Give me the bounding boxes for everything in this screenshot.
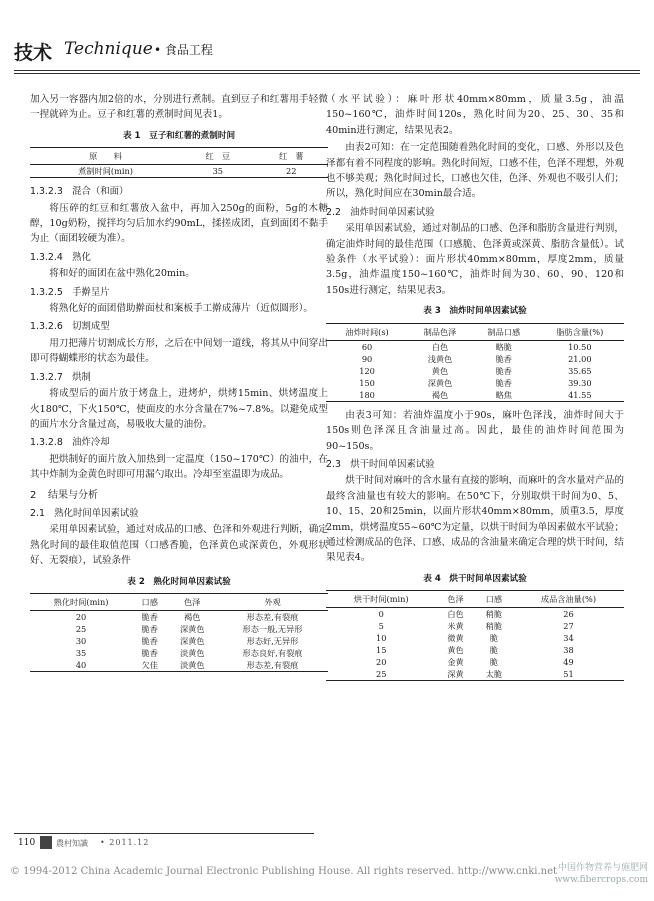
t1-cell: 煮制时间(min) — [30, 165, 181, 178]
right-column — [326, 92, 624, 687]
table-row — [30, 610, 328, 623]
t3-cell: 60 — [361, 341, 373, 352]
t2-head-taste: 口感 — [132, 593, 167, 610]
table-row — [326, 365, 624, 377]
t3-cell: 脆香 — [495, 353, 512, 364]
t3-cell: 深黄色 — [427, 377, 453, 388]
paragraph-1328: 把烘制好的面片放入加热到一定温度（150~170℃）的油中，在其中炸制为金黄色时即可用漏勺取出。冷却至室温即为成品。 — [30, 453, 328, 481]
section-2-title: 结果与分析 — [48, 489, 98, 501]
t1-head-redbean: 红 豆 — [181, 148, 254, 165]
issue-date: • 2011.12 — [100, 838, 150, 847]
table-2 — [30, 593, 328, 672]
t3-cell: 10.50 — [568, 341, 592, 352]
t3-cell: 90 — [361, 353, 373, 364]
table-row — [326, 644, 624, 656]
table-row — [30, 647, 328, 659]
t3-head-fat: 脂肪含量(%) — [536, 323, 624, 340]
table-row — [326, 656, 624, 668]
copyright-notice: © 1994-2012 China Academic Journal Electronic Publishing House. All rights reserved. http://www.cnki.net — [10, 866, 558, 877]
t3-head-taste: 制品口感 — [472, 323, 536, 340]
heading-section-2 — [30, 488, 328, 503]
heading-1326: 1.3.2.6 切割成型 — [30, 321, 110, 333]
t2-cell: 脆香 — [141, 647, 158, 658]
section-2-number: 2 — [30, 489, 37, 501]
t4-head-time: 烘干时间(min) — [326, 591, 436, 608]
t3-cell: 白色 — [431, 341, 449, 352]
t2-cell: 30 — [75, 635, 87, 646]
t4-cell: 太脆 — [475, 668, 513, 681]
paragraph-21: 采用单因素试验，通过对成品的口感、色泽和外观进行判断，确定熟化时间的最佳取值范围（口感香脆，色泽黄色或深黄色，外观形状好、无裂痕），试验条件 — [30, 524, 328, 567]
t3-cell: 脆香 — [495, 365, 512, 376]
heading-21: 2.1 熟化时间单因素试验 — [30, 507, 139, 519]
t2-cell: 形态良好,有裂痕 — [242, 647, 303, 658]
table-row — [30, 635, 328, 647]
t2-cell: 形态好,无异形 — [246, 635, 299, 646]
t2-cell: 形态差,有裂痕 — [217, 659, 328, 672]
t3-cell: 41.55 — [536, 389, 624, 402]
paragraph-1323: 将压碎的红豆和红薯放入盆中，再加入250g的面粉，5g的木糖醇，10g奶粉，搅拌均匀后加水约90mL，揉搓成团，直到面团不黏手为止（面团较硬为准）。 — [30, 202, 328, 245]
header-tech: 技术 — [14, 42, 53, 64]
t3-cell: 120 — [359, 365, 375, 376]
table-4-caption: 表 4 烘干时间单因素试验 — [423, 573, 527, 584]
t2-cell: 25 — [75, 623, 87, 634]
t3-cell: 黄色 — [431, 365, 449, 376]
t4-cell: 10 — [375, 633, 387, 644]
page-number: 110 — [18, 838, 36, 848]
t4-cell: 金黄 — [447, 657, 464, 668]
t4-cell: 27 — [563, 621, 574, 632]
heading-23: 2.3 烘干时间单因素试验 — [326, 458, 435, 470]
t4-cell: 黄色 — [447, 645, 464, 656]
t4-cell: 25 — [326, 668, 436, 681]
t2-cell: 脆香 — [141, 623, 158, 634]
t1-head-sweetpotato: 红 薯 — [255, 148, 328, 165]
header-separator: • — [154, 43, 162, 57]
t2-cell: 脆香 — [141, 611, 158, 622]
t4-cell: 稍脆 — [485, 621, 503, 632]
table-row — [326, 353, 624, 365]
t3-cell: 褐色 — [408, 389, 472, 402]
table-3 — [326, 323, 624, 402]
paragraph-22: 采用单因素试验，通过对制品的口感、色泽和脂肪含量进行判别，确定油炸时间的最佳范围（口感脆、色泽黄或深黄、脂肪含量低）。试验条件（水平试验）：面片形状40mm×80mm，厚度2mm，质量3.5g，油炸温度150~160℃，油炸时间为30、60、90、120和150s进行测定，结果见表3。 — [326, 223, 624, 296]
t3-cell: 150 — [359, 377, 375, 388]
watermark-text: 中国作物营养与施肥网 www.fibercrops.com — [554, 863, 648, 885]
t4-cell: 34 — [563, 633, 574, 644]
t3-cell: 180 — [326, 389, 408, 402]
heading-22: 2.2 油炸时间单因素试验 — [326, 206, 435, 218]
paragraph-1325: 将熟化好的面团借助擀面杖和案板手工擀成薄片（近似圆形）。 — [49, 303, 314, 315]
table-row — [326, 377, 624, 389]
t2-cell: 褐色 — [184, 611, 201, 622]
table-row — [30, 623, 328, 635]
paragraph-continued: （水平试验）：麻叶形状40mm×80mm，质量3.5g，油温150~160℃，油炸时间120s，熟化时间为20、25、30、35和40min进行测定，结果见表2。 — [326, 94, 624, 136]
t4-cell: 49 — [563, 657, 574, 668]
t2-cell: 深黄色 — [179, 623, 205, 634]
paragraph-1326: 用刀把薄片切割成长方形，之后在中间划一道线，将其从中间穿出即可得蝴蝶形的状态为最佳。 — [30, 337, 328, 365]
header-rule-2 — [14, 73, 640, 74]
t4-head-color: 色泽 — [436, 591, 474, 608]
t4-cell: 微黄 — [447, 633, 464, 644]
heading-1323: 1.3.2.3 混合（和面） — [30, 186, 129, 198]
paragraph-table2-analysis: 由表2可知：在一定范围随着熟化时间的变化，口感、外形以及色泽都有着不同程度的影响。熟化时间短，口感不佳，色泽不理想，外观也不够美观；熟化时间过长，口感也欠佳，色泽、外观也不吸引人们；所以，熟化时间应在30min最合适。 — [326, 142, 624, 200]
t4-cell: 深黄 — [436, 668, 474, 681]
t2-cell: 形态一般,无异形 — [242, 623, 303, 634]
t3-cell: 略脆 — [495, 341, 512, 352]
t2-cell: 脆香 — [141, 635, 158, 646]
t2-cell: 欠佳 — [132, 659, 167, 672]
table-row — [30, 165, 328, 178]
t2-cell: 35 — [75, 647, 87, 658]
t2-cell: 淡黄色 — [179, 647, 205, 658]
t2-cell: 深黄色 — [179, 635, 205, 646]
table-row — [30, 659, 328, 672]
paragraph-23: 烘干时间对麻叶的含水量有直接的影响，而麻叶的含水量对产品的最终含油量也有较大的影响。在50℃下，分别取烘干时间为0、5、10、15、20和25min，以面片形状40mm×80mm，质重3.5，厚度2mm，烘烤温度55~60℃为定量，以烘干时间为单因素做水平试验；通过检测成品的色泽、口感、成品的含油量来确定合理的烘干时间，结果见表4。 — [326, 475, 624, 564]
t4-cell: 15 — [375, 645, 387, 656]
table-row — [326, 632, 624, 644]
t2-head-appearance: 外观 — [217, 593, 328, 610]
header-rule — [14, 70, 640, 71]
t2-cell: 40 — [30, 659, 132, 672]
header-technique: Technique — [64, 39, 153, 59]
header-section — [154, 41, 213, 58]
t4-cell: 20 — [375, 657, 387, 668]
page-header — [0, 38, 654, 70]
t4-cell: 白色 — [447, 609, 464, 620]
table-3-caption: 表 3 油炸时间单因素试验 — [423, 306, 527, 317]
heading-1328: 1.3.2.8 油炸冷却 — [30, 437, 110, 449]
t2-cell: 20 — [75, 611, 87, 622]
heading-1324: 1.3.2.4 熟化 — [30, 251, 91, 263]
t3-cell: 略焦 — [472, 389, 536, 402]
t4-cell: 稍脆 — [485, 609, 503, 620]
paragraph-table3-analysis: 由表3可知：若油炸温度小于90s，麻叶色泽浅，油炸时间大于150s则色泽深且含油量过高。因此，最佳的油炸时间范围为90~150s。 — [326, 409, 624, 452]
paragraph-1327: 将成型后的面片放于烤盘上，进烤炉，烘烤15min、烘烤温度上火180℃，下火150℃，使面皮的水分含量在7%~7.8%。以避免成型的面片水分含量过高，易吸收大量的油份。 — [30, 388, 328, 430]
table-4 — [326, 590, 624, 681]
t2-cell: 淡黄色 — [167, 659, 217, 672]
paragraph-intro: 加入另一容器内加2倍的水，分别进行煮制。直到豆子和红薯用手轻微一捏就碎为止。豆子和红薯的煮制时间见表1。 — [30, 94, 328, 121]
heading-1325: 1.3.2.5 手擀呈片 — [30, 286, 110, 298]
t3-cell: 脆香 — [495, 377, 512, 388]
t4-cell: 脆 — [489, 633, 498, 644]
t3-cell: 35.65 — [568, 365, 592, 376]
t1-cell: 35 — [181, 165, 254, 178]
t3-cell: 浅黄色 — [427, 353, 453, 364]
heading-1327: 1.3.2.7 烘制 — [30, 371, 91, 383]
t4-cell: 38 — [563, 645, 574, 656]
journal-logo-icon — [40, 836, 52, 849]
table-2-caption: 表 2 熟化时间单因素试验 — [127, 576, 231, 587]
table-1-caption: 表 1 豆子和红薯的煮制时间 — [122, 130, 236, 141]
t3-head-color: 制品色泽 — [408, 323, 472, 340]
t4-cell: 5 — [378, 621, 384, 632]
t1-head-material: 原 料 — [30, 148, 181, 165]
t1-cell: 22 — [255, 165, 328, 178]
table-1 — [30, 147, 328, 178]
table-row — [326, 608, 624, 621]
header-section-label: 食品工程 — [164, 43, 213, 57]
t4-cell: 脆 — [489, 645, 498, 656]
t3-cell: 39.30 — [568, 377, 592, 388]
page-footer — [14, 838, 314, 852]
t2-cell: 形态差,有裂痕 — [246, 611, 299, 622]
t2-head-color: 色泽 — [167, 593, 217, 610]
table-row — [326, 389, 624, 402]
t4-cell: 0 — [378, 609, 384, 620]
t4-cell: 米黄 — [447, 621, 464, 632]
t2-head-time: 熟化时间(min) — [30, 593, 132, 610]
t4-cell: 51 — [513, 668, 624, 681]
table-row — [326, 340, 624, 353]
table-row — [326, 620, 624, 632]
paragraph-1324: 将和好的面团在盆中熟化20min。 — [49, 268, 195, 280]
t4-head-taste: 口感 — [475, 591, 513, 608]
journal-name: 農村知識 — [56, 839, 88, 848]
footer-rule — [14, 833, 314, 834]
table-row — [326, 668, 624, 681]
t4-cell: 脆 — [489, 657, 498, 668]
t4-head-oil: 成品含油量(%) — [513, 591, 624, 608]
t3-cell: 21.00 — [568, 353, 592, 364]
t4-cell: 26 — [563, 609, 574, 620]
left-column — [30, 92, 328, 678]
t3-head-time: 油炸时间(s) — [326, 323, 408, 340]
